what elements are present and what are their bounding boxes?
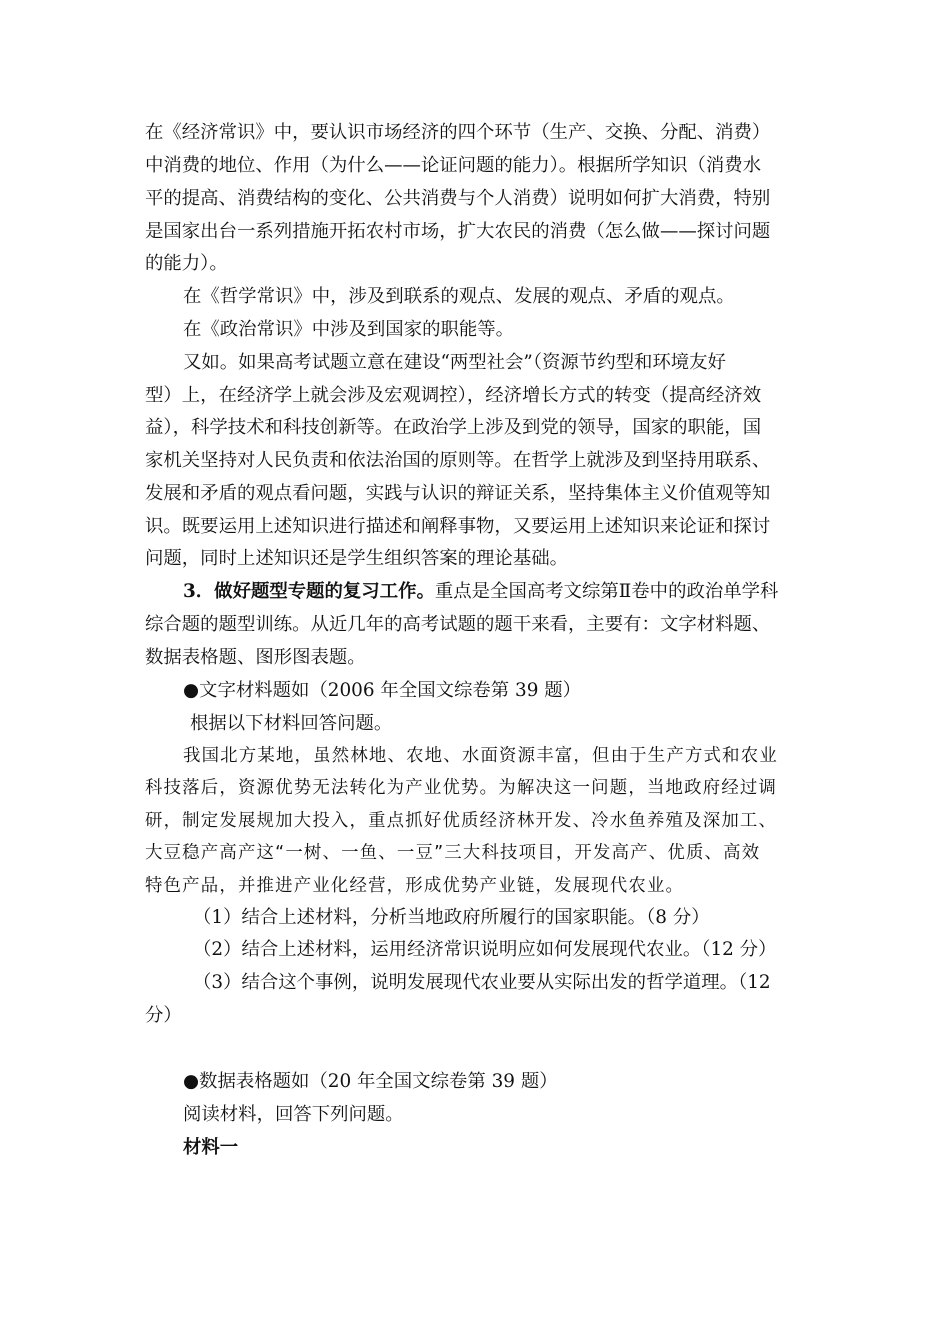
paragraph-line: 中消费的地位、作用（为什么——论证问题的能力）。根据所学知识（消费水 (145, 155, 762, 176)
material-line: 研，制定发展规加大投入，重点抓好优质经济林开发、冷水鱼养殖及深加工、 (145, 811, 778, 831)
paragraph-line: 平的提高、消费结构的变化、公共消费与个人消费）说明如何扩大消费，特别 (145, 188, 771, 209)
material-line: 大豆稳产高产这“一树、一鱼、一豆”三大科技项目，开发高产、优质、高效 (145, 843, 761, 863)
paragraph-line: 在《政治常识》中涉及到国家的职能等。 (183, 319, 515, 340)
bullet-text-material: ●文字材料题如（2006 年全国文综卷第 39 题） (183, 680, 582, 701)
paragraph-line: 的能力）。 (145, 253, 228, 274)
section-3-text: 重点是全国高考文综第Ⅱ卷中的政治单学科 (434, 581, 779, 602)
question-1: （1）结合上述材料，分析当地政府所履行的国家职能。（8 分） (193, 907, 710, 928)
section-3-line (0, 580, 950, 604)
section-3-heading: 3．做好题型专题的复习工作。 (183, 581, 435, 602)
question-3: （3）结合这个事例，说明发展现代农业要从实际出发的哲学道理。（12 (193, 972, 771, 993)
paragraph-line: 益），科学技术和科技创新等。在政治学上涉及到党的领导，国家的职能，国 (145, 417, 762, 438)
question-3-continued: 分） (145, 1005, 182, 1026)
paragraph-line: 在《哲学常识》中，涉及到联系的观点、发展的观点、矛盾的观点。 (183, 286, 735, 307)
instruction-line: 阅读材料，回答下列问题。 (183, 1104, 404, 1125)
paragraph-line: 综合题的题型训练。从近几年的高考试题的题干来看，主要有：文字材料题、 (145, 614, 771, 635)
paragraph-line: 在《经济常识》中，要认识市场经济的四个环节（生产、交换、分配、消费） (145, 122, 771, 143)
instruction-line: 根据以下材料回答问题。 (190, 713, 393, 734)
paragraph-line: 识。既要运用上述知识进行描述和阐释事物，又要运用上述知识来论证和探讨 (145, 516, 771, 537)
paragraph-line: 问题，同时上述知识还是学生组织答案的理论基础。 (145, 548, 568, 569)
bullet-data-table: ●数据表格题如（20 年全国文综卷第 39 题） (183, 1071, 558, 1092)
paragraph-line: 家机关坚持对人民负责和依法治国的原则等。在哲学上就涉及到坚持用联系、 (145, 450, 771, 471)
paragraph-line: 是国家出台一系列措施开拓农村市场，扩大农民的消费（怎么做——探讨问题 (145, 221, 771, 242)
material-line: 特色产品，并推进产业化经营，形成优势产业链，发展现代农业。 (145, 876, 685, 896)
material-line: 科技落后，资源优势无法转化为产业优势。为解决这一问题，当地政府经过调 (145, 778, 778, 798)
material-one-heading: 材料一 (183, 1137, 239, 1158)
question-2: （2）结合上述材料，运用经济常识说明应如何发展现代农业。（12 分） (193, 939, 777, 960)
paragraph-line: 型）上，在经济学上就会涉及宏观调控），经济增长方式的转变（提高经济效 (145, 385, 762, 406)
material-line: 我国北方某地，虽然林地、农地、水面资源丰富，但由于生产方式和农业 (183, 746, 778, 766)
paragraph-line: 发展和矛盾的观点看问题，实践与认识的辩证关系，坚持集体主义价值观等知 (145, 483, 771, 504)
paragraph-line: 数据表格题、图形图表题。 (145, 647, 366, 668)
paragraph-line: 又如。如果高考试题立意在建设“两型社会”（资源节约型和环境友好 (183, 352, 726, 373)
